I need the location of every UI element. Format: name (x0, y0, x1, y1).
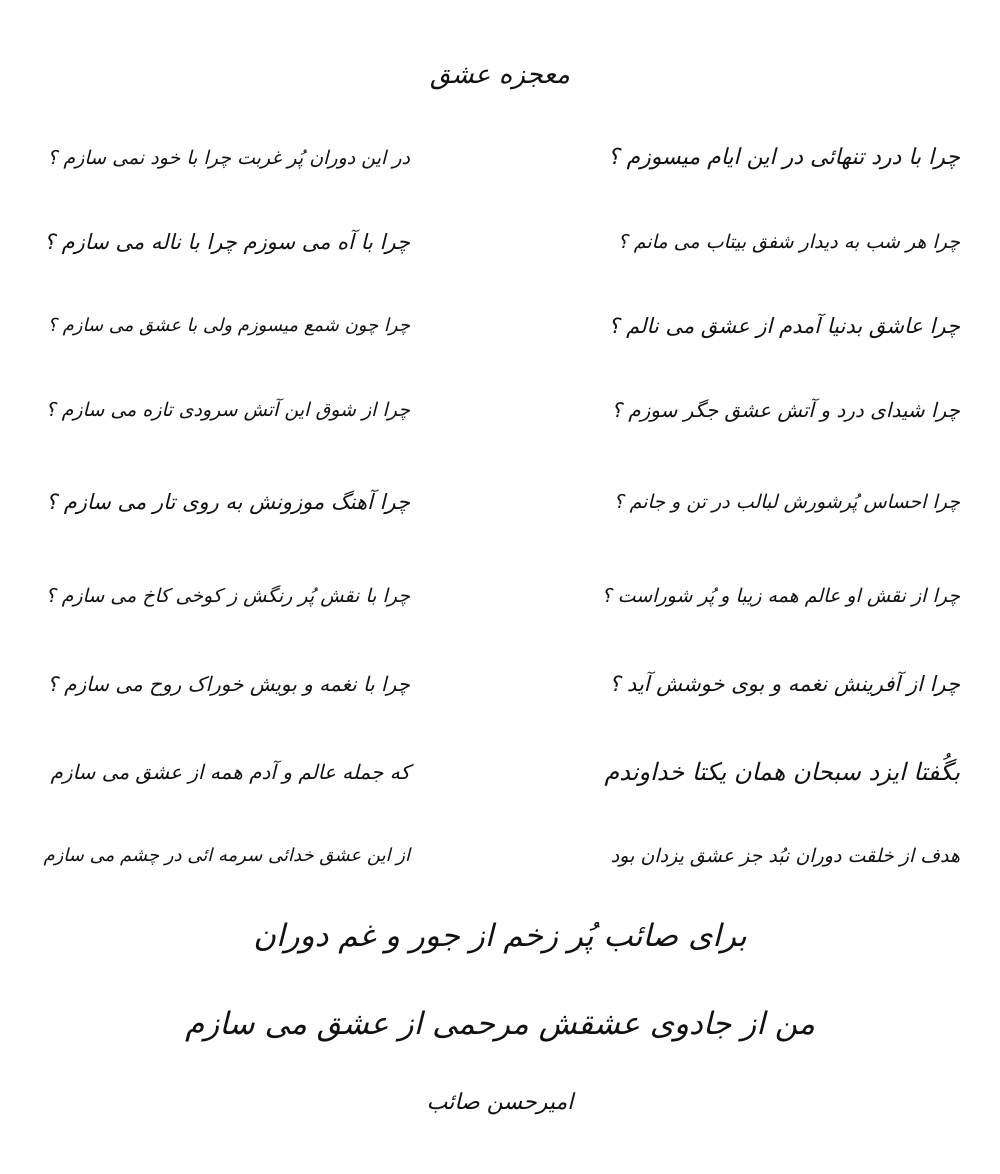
hemistich-first: چرا شیدای درد و آتش عشق جگر سوزم ؟ (611, 398, 960, 422)
hemistich-second: از این عشق خدائی سرمه ائی در چشم می سازم (43, 845, 410, 866)
hemistich-first: هدف از خلقت دوران نبُد جز عشق یزدان بود (610, 845, 960, 867)
hemistich-first: چرا از نقش او عالم همه زیبا و پُر شوراست ؟ (601, 585, 960, 607)
hemistich-first: بگُفتا ایزد سبحان همان یکتا خداوندم (604, 758, 960, 786)
couplet (0, 380, 1000, 440)
hemistich-second: چرا چون شمع میسوزم ولی با عشق می سازم ؟ (47, 315, 410, 336)
hemistich-first: چرا از آفرینش نغمه و بوی خوشش آید ؟ (609, 672, 960, 696)
hemistich-first: چرا احساس پُرشورش لبالب در تن و جانم ؟ (613, 491, 960, 513)
closing-line: برای صائب پُر زخم از جور و غم دوران (253, 918, 747, 954)
hemistich-first: چرا با درد تنهائی در این ایام میسوزم ؟ (607, 145, 960, 170)
hemistich-second: در این دوران پُر غربت چرا با خود نمی سازم ؟ (47, 147, 410, 169)
couplet (0, 212, 1000, 272)
couplet (0, 826, 1000, 886)
hemistich-second: چرا آهنگ موزونش به روی تار می سازم ؟ (45, 490, 410, 514)
closing-line: من از جادوی عشقش مرحمی از عشق می سازم (185, 1006, 815, 1042)
hemistich-second: چرا از شوق این آتش سرودی تازه می سازم ؟ (45, 399, 410, 421)
couplet (0, 742, 1000, 802)
hemistich-first: چرا هر شب به دیدار شفق بیتاب می مانم ؟ (617, 231, 960, 253)
hemistich-second: چرا با آه می سوزم چرا با ناله می سازم ؟ (43, 230, 410, 254)
couplet (0, 654, 1000, 714)
hemistich-second: چرا با نغمه و بویش خوراک روح می سازم ؟ (47, 672, 410, 696)
couplet (0, 472, 1000, 532)
couplet (0, 296, 1000, 356)
hemistich-second: که جمله عالم و آدم همه از عشق می سازم (50, 760, 410, 784)
couplet (0, 128, 1000, 188)
couplet (0, 566, 1000, 626)
poet-signature: امیرحسن صائب (426, 1090, 574, 1115)
poem-title: معجزه عشق (430, 60, 570, 90)
hemistich-first: چرا عاشق بدنیا آمدم از عشق می نالم ؟ (608, 314, 960, 338)
hemistich-second: چرا با نقش پُر رنگش ز کوخی کاخ می سازم ؟ (45, 585, 410, 607)
